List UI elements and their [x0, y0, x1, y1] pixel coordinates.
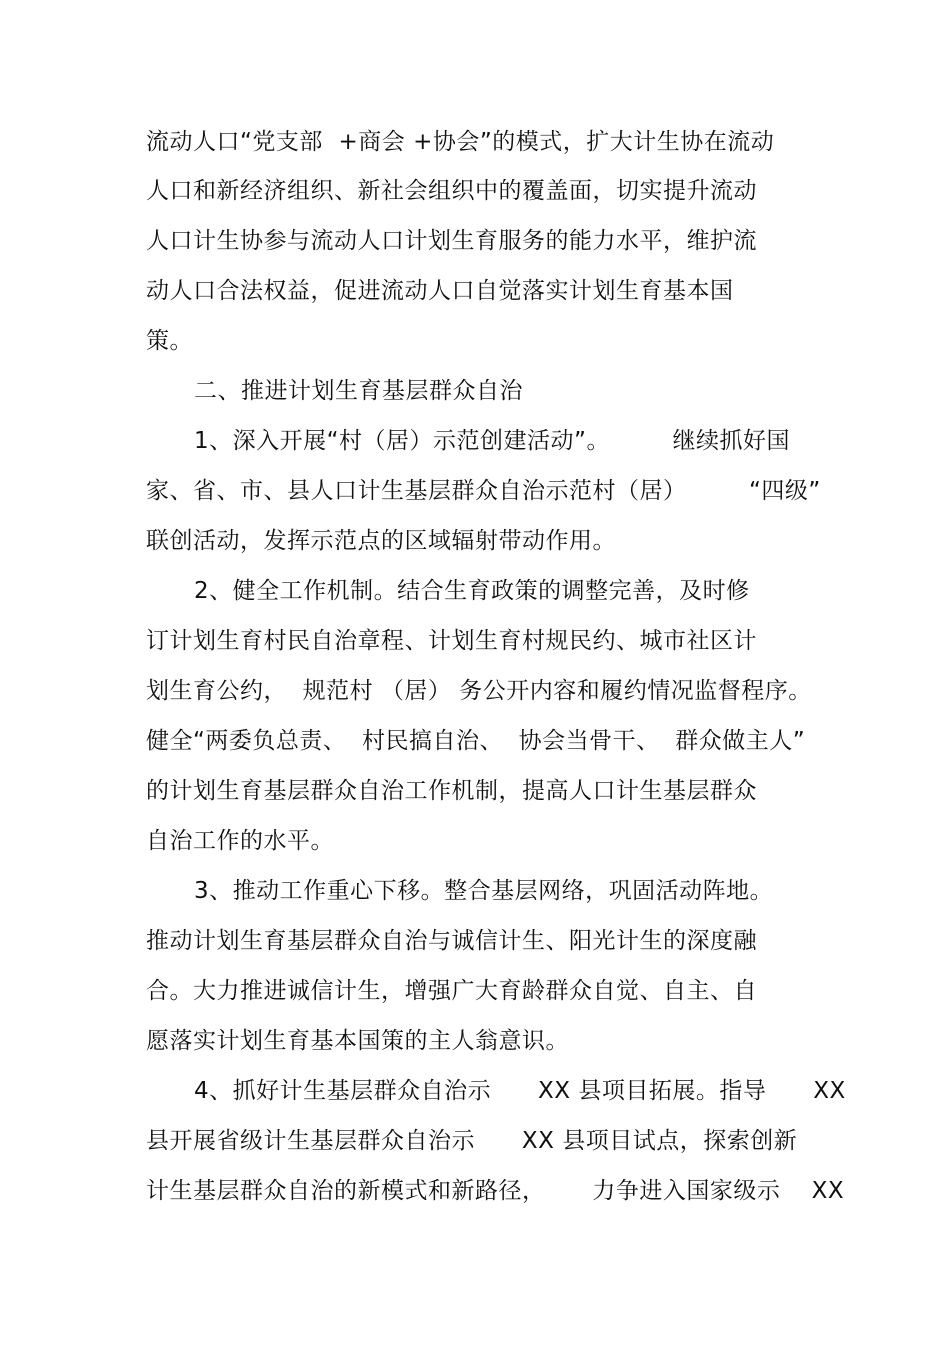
section-heading: 二、推进计划生育基层群众自治: [194, 378, 523, 404]
text-line: 县开展省级计生基层群众自治示 XX 县项目试点，探索创新: [146, 1128, 798, 1154]
text-line: 推动计划生育基层群众自治与诚信计生、阳光计生的深度融: [146, 928, 757, 954]
text-line: 计生基层群众自治的新模式和新路径， 力争进入国家级示 XX: [146, 1178, 845, 1204]
text-line: 策。: [146, 328, 193, 354]
text-line: 流动人口“党支部 +商会 +协会”的模式，扩大计生协在流动: [146, 129, 775, 155]
text-line: 3、推动工作重心下移。整合基层网络，巩固活动阵地。: [194, 878, 774, 904]
text-line: 动人口合法权益，促进流动人口自觉落实计划生育基本国: [146, 278, 734, 304]
text-line: 人口和新经济组织、新社会组织中的覆盖面，切实提升流动: [146, 178, 757, 204]
text-line: 自治工作的水平。: [146, 828, 334, 854]
text-line: 订计划生育村民自治章程、计划生育村规民约、城市社区计: [146, 628, 757, 654]
text-line: 家、省、市、县人口计生基层群众自治示范村（居） “四级”: [146, 478, 821, 504]
text-line: 愿落实计划生育基本国策的主人翁意识。: [146, 1028, 569, 1054]
text-line: 联创活动，发挥示范点的区域辐射带动作用。: [146, 528, 616, 554]
text-line: 合。大力推进诚信计生，增强广大育龄群众自觉、自主、自: [146, 978, 757, 1004]
text-line: 人口计生协参与流动人口计划生育服务的能力水平，维护流: [146, 228, 757, 254]
text-line: 的计划生育基层群众自治工作机制，提高人口计生基层群众: [146, 778, 757, 804]
text-line: 健全“两委负总责、 村民搞自治、 协会当骨干、 群众做主人”: [146, 728, 806, 754]
text-line: 4、抓好计生基层群众自治示 XX 县项目拓展。指导 XX: [194, 1078, 846, 1104]
text-line: 划生育公约， 规范村 （居） 务公开内容和履约情况监督程序。: [146, 678, 812, 704]
text-line: 2、健全工作机制。结合生育政策的调整完善，及时修: [194, 578, 750, 604]
text-line: 1、深入开展“村（居）示范创建活动”。 继续抓好国: [194, 428, 790, 454]
